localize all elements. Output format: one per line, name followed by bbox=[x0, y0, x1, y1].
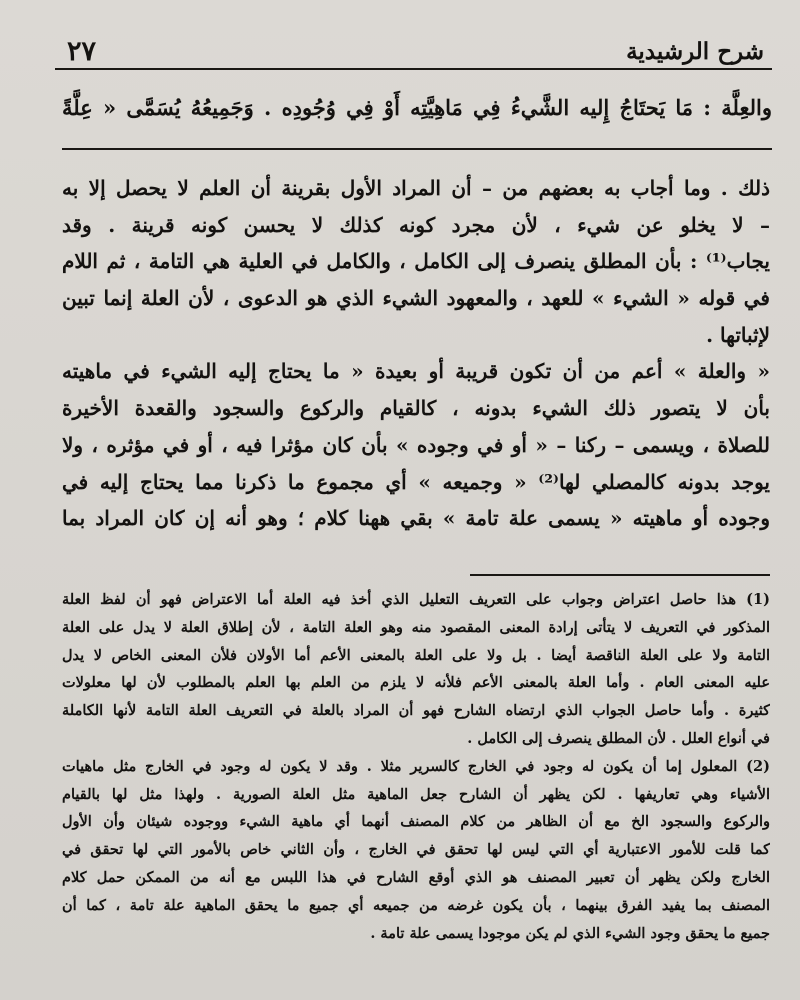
footnotes bbox=[62, 586, 770, 947]
footnote-line: المصنف بما يفيد الفرق بينهما ، بأن يكون غرضه من جميعه أي جميع ما يحقق الماهية علة تامة ، كما أن bbox=[62, 896, 770, 914]
text-line: وجوده أو ماهيته « يسمى علة تامة » بقي ههنا كلام ؛ وهو أنه إن كان المراد بما bbox=[62, 506, 770, 531]
footnote-divider bbox=[470, 574, 770, 576]
footnote-line: كثيرة . وأما حاصل الجواب الذي ارتضاه الشارح فهو أن المراد بالعلة في التعريف العلة التامة لأنها الكاملة bbox=[62, 702, 770, 720]
footnote-line: في أنواع العلل . لأن المطلق ينصرف إلى الكامل . bbox=[467, 729, 770, 747]
text-line: في قوله « الشيء » للعهد ، والمعهود الشيء الذي هو الدعوى ، لأن العلة إنما تبين bbox=[62, 286, 770, 311]
footnote-line: (1) هذا حاصل اعتراض وجواب على التعريف التعليل الذي أخذ فيه العلة أما الاعتراض فهو أن لفظ العلة bbox=[62, 591, 770, 608]
commentary bbox=[62, 170, 770, 537]
footnote-line: جميع ما يحقق وجود الشيء الذي لم يكن موجودا يسمى علة تامة . bbox=[370, 924, 770, 942]
text-line: – لا يخلو عن شيء ، لأن مجرد كونه كذلك لا يحسن كونه قرينة . وقد bbox=[62, 212, 770, 237]
text-line: للصلاة ، ويسمى – ركنا – « أو في وجوده » بأن كان مؤثرا فيه ، أو في مؤثره ، ولا bbox=[62, 432, 770, 457]
text-line: « والعلة » أعم من أن تكون قريبة أو بعيدة « ما يحتاج إليه الشيء في ماهيته bbox=[62, 359, 770, 384]
footnote-line: (2) المعلول إما أن يكون له وجود في الخارج كالسرير مثلا . وقد لا يكون له وجود في الخارج مثل ماهيات bbox=[62, 757, 770, 775]
footnote-line: الأشياء وهي تعاريفها . لكن يظهر أن الشارح جعل الماهية مثل العلة الصورية . ولهذا مثل لها بالقيام bbox=[62, 785, 770, 803]
text-line: يوجد بدونه كالمصلي لها⁽²⁾ « وجميعه » أي مجموع ما ذكرنا مما يحتاج إليه في bbox=[62, 469, 770, 494]
footnote-line: كما قلت للأمور الاعتبارية أي التي ليس لها تحقق في الخارج ، وأن الثاني خاص بالأمور التي لها تحقق في bbox=[62, 841, 770, 859]
footnote bbox=[62, 753, 770, 948]
footnote-line: الخارج ولكن يظهر أن تعبير المصنف هو الذي أوقع الشارح في هذا اللبس مع أنه من الممكن حمل كلام bbox=[62, 868, 770, 886]
footnote-line: عليه المعنى العام . وأما العلة بالمعنى الأعم فلأنه لا يلزم من العلم بها العلم بالمطلوب لأن لها معلولات bbox=[62, 674, 770, 692]
page-header bbox=[55, 20, 772, 70]
footnote-line: والركوع والسجود الخ مع أن الظاهر من كلام المصنف أنهما أي ماهية الشيء ووجوده شيئان وأن الأول bbox=[62, 813, 770, 831]
text-line: لإثباتها . bbox=[706, 322, 770, 347]
footnote bbox=[62, 586, 770, 753]
footnote-line: المذكور في التعريف لا يتأتى إرادة المعنى المقصود منه وهو العلة التامة ، لأن إطلاق العلة لا يدل على العلة bbox=[62, 618, 770, 636]
text-line: بأن لا يتصور ذلك الشيء بدونه ، كالقيام والركوع والسجود والقعدة الأخيرة bbox=[62, 396, 770, 421]
running-title: شرح الرشيدية bbox=[626, 38, 764, 65]
text-line: يجاب⁽¹⁾ : بأن المطلق ينصرف إلى الكامل ، والكامل في العلية هي التامة ، ثم اللام bbox=[62, 249, 770, 274]
page-number: ٢٧ bbox=[67, 36, 97, 67]
matn-text: والعِلَّة : مَا يَحتَاجُ إِليه الشَّيءُ فِي مَاهِيَّتِه أَوْ فِي وُجُودِه . وَجَمِيعُهُ يُسَمَّى « عِلَّةً bbox=[62, 88, 772, 150]
text-line: ذلك . وما أجاب به بعضهم من – أن المراد الأول بقرينة أن العلم لا يحصل إلا به bbox=[62, 176, 770, 200]
commentary-paragraph bbox=[62, 170, 770, 353]
commentary-paragraph bbox=[62, 353, 770, 536]
footnote-line: التامة ولا على العلة الناقصة أيضا . بل ولا على العلة بالمعنى الأعم أما الأولان فلأن المعنى الخاص لا يدل bbox=[62, 646, 770, 664]
